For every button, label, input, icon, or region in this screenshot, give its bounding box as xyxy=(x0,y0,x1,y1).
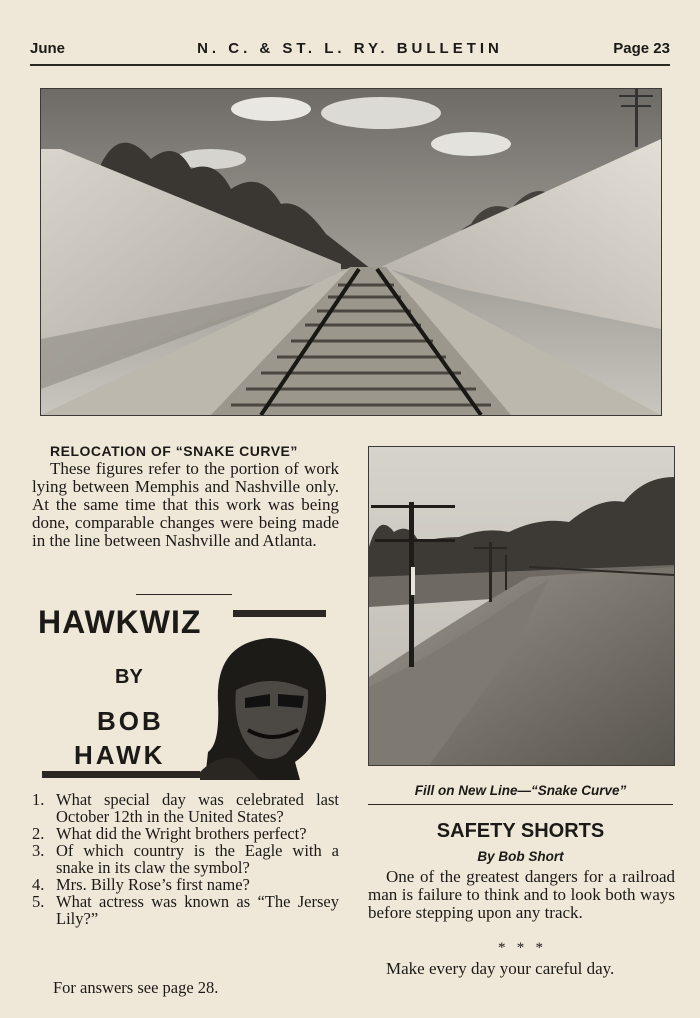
quiz-question-list xyxy=(32,791,339,927)
hawkwiz-by: BY xyxy=(115,666,143,688)
fill-new-line-photo xyxy=(368,446,675,766)
bob-hawk-portrait xyxy=(200,632,335,780)
author-last-name: HAWK xyxy=(74,740,166,770)
quiz-question xyxy=(32,876,339,893)
railroad-cut-illustration xyxy=(41,89,661,415)
fill-line-illustration xyxy=(369,447,674,765)
safety-separator: * * * xyxy=(498,940,543,956)
header-rule xyxy=(30,64,670,66)
quiz-question xyxy=(32,893,339,927)
safety-shorts-byline: By Bob Short xyxy=(477,849,564,864)
snake-curve-heading: RELOCATION OF “SNAKE CURVE” xyxy=(50,443,298,459)
photo-caption: Fill on New Line—“Snake Curve” xyxy=(414,783,627,798)
hawkwiz-bottom-bar xyxy=(42,771,200,778)
hawkwiz-title-bar xyxy=(233,610,326,617)
snake-curve-paragraph xyxy=(32,460,339,550)
publication-title: N. C. & ST. L. RY. BULLETIN xyxy=(197,40,503,57)
caption-rule xyxy=(368,804,673,805)
question-number: 1. xyxy=(32,790,45,809)
quiz-question xyxy=(32,791,339,825)
question-number: 2. xyxy=(32,824,45,843)
quiz-question xyxy=(32,825,339,842)
question-text: What did the Wright brothers perfect? xyxy=(56,824,307,843)
question-text: Of which country is the Eagle with a snake in its claw the symbol? xyxy=(56,841,339,877)
page-number: Page 23 xyxy=(613,40,670,57)
question-text: Mrs. Billy Rose’s first name? xyxy=(56,875,250,894)
portrait-illustration xyxy=(200,632,335,780)
answers-note: For answers see page 28. xyxy=(53,978,219,997)
safety-shorts-title: SAFETY SHORTS xyxy=(436,820,605,842)
issue-month: June xyxy=(30,40,66,57)
question-number: 4. xyxy=(32,875,45,894)
safety-shorts-paragraph-1 xyxy=(368,868,675,922)
safety-shorts-text-1: One of the greatest dangers for a railroad man is failure to think and to look both ways before stepping upon any track. xyxy=(368,867,675,922)
snake-curve-text: These figures refer to the portion of work lying between Memphis and Nashville only. At the same time that this work was being done, comparable changes were being made in the line between Nashville and Atlanta. xyxy=(32,459,339,550)
author-first-name: BOB xyxy=(97,706,164,736)
question-text: What special day was celebrated last October 12th in the United States? xyxy=(56,790,339,826)
hawkwiz-title: HAWKWIZ xyxy=(38,604,202,640)
question-text: What actress was known as “The Jersey Lily?” xyxy=(56,892,339,928)
question-number: 3. xyxy=(32,841,45,860)
safety-shorts-text-2: Make every day your careful day. xyxy=(386,959,615,978)
quiz-question xyxy=(32,842,339,876)
safety-shorts-paragraph-2 xyxy=(368,960,675,978)
section-divider xyxy=(136,594,232,595)
question-number: 5. xyxy=(32,892,45,911)
railroad-cut-photo xyxy=(40,88,662,416)
